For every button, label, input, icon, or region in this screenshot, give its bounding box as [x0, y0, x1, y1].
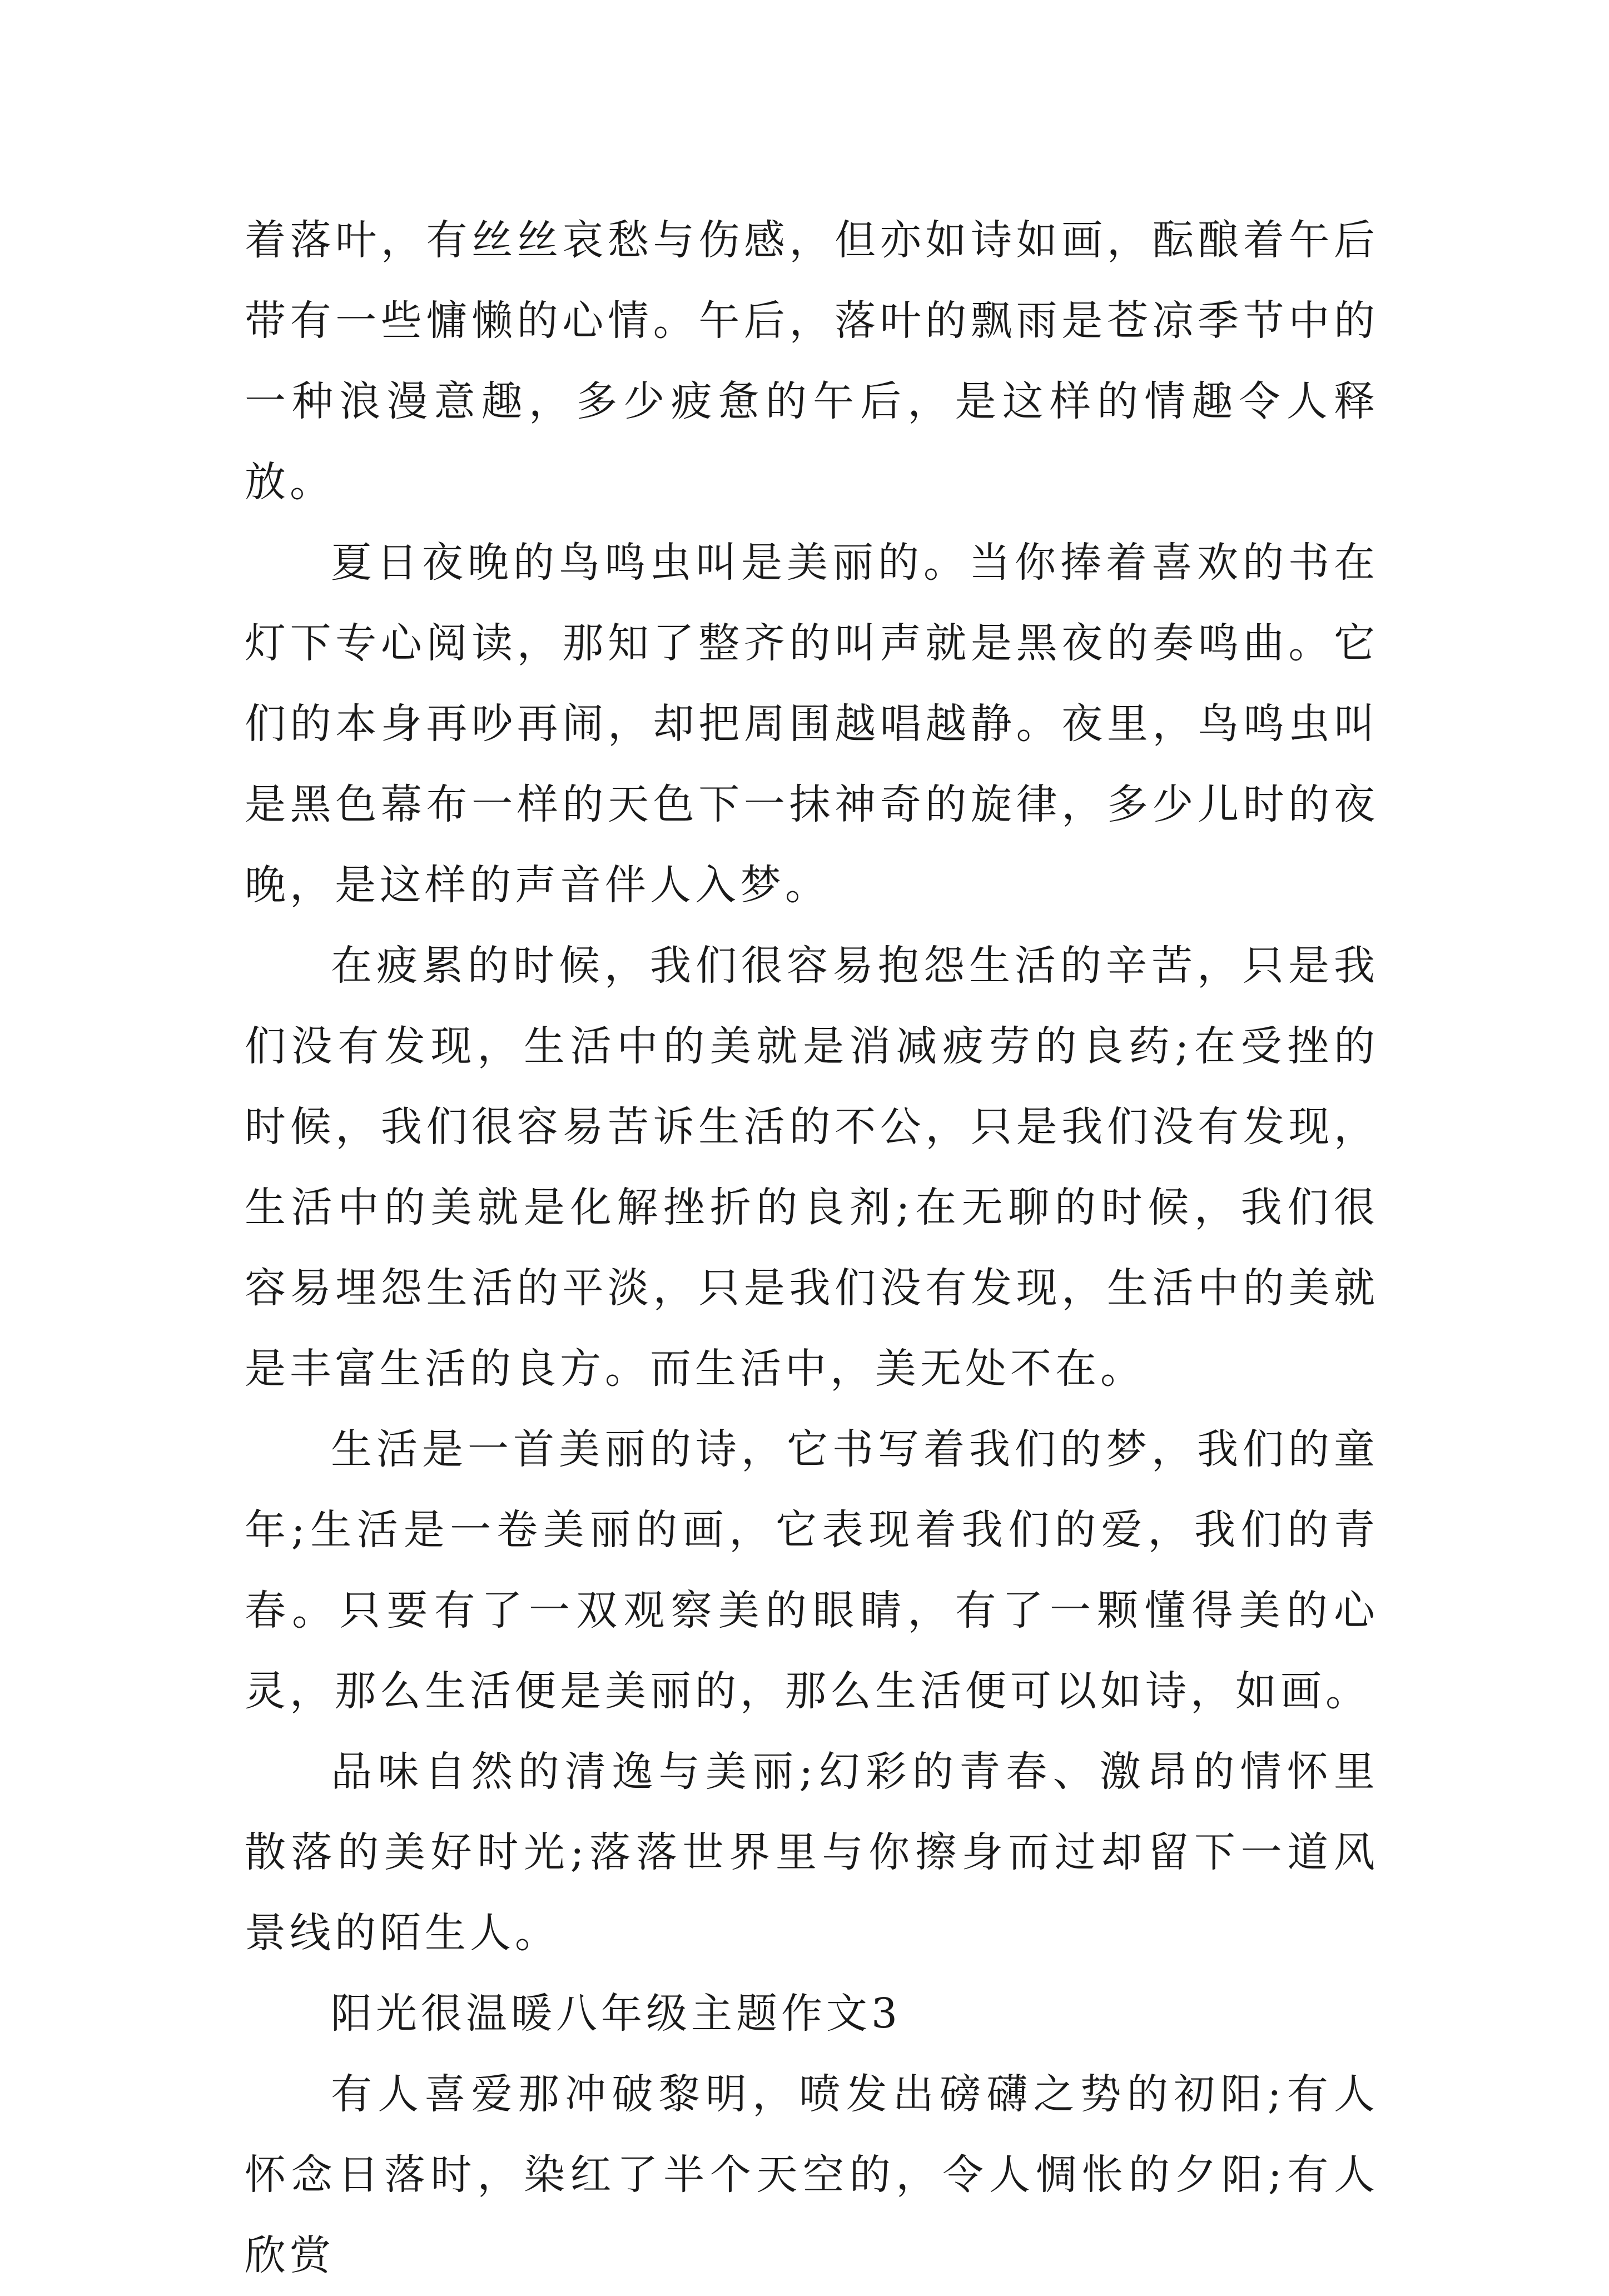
- paragraph-tired-times: 在疲累的时候，我们很容易抱怨生活的辛苦，只是我们没有发现，生活中的美就是消减疲劳的良药;在受挫的时候，我们很容易苦诉生活的不公，只是我们没有发现，生活中的美就是化解挫折的良剂;在无聊的时候，我们很容易埋怨生活的平淡，只是我们没有发现，生活中的美就是丰富生活的良方。而生活中，美无处不在。: [245, 942, 1379, 1393]
- paragraph-summer-night: 夏日夜晚的鸟鸣虫叫是美丽的。当你捧着喜欢的书在灯下专心阅读，那知了整齐的叫声就是黑夜的奏鸣曲。它们的本身再吵再闹，却把周围越唱越静。夜里，鸟鸣虫叫是黑色幕布一样的天色下一抹神奇的旋律，多少儿时的夜晚，是这样的声音伴人入梦。: [245, 539, 1379, 909]
- paragraph-sunrise: 有人喜爱那冲破黎明，喷发出磅礴之势的初阳;有人怀念日落时，染红了半个天空的，令人惆怅的夕阳;有人欣赏: [245, 2070, 1379, 2279]
- essay-title: 阳光很温暖八年级主题作文3: [331, 1990, 902, 2037]
- paragraph-nature: 品味自然的清逸与美丽;幻彩的青春、激昂的情怀里散落的美好时光;落落世界里与你擦身而过却留下一道风景线的陌生人。: [245, 1748, 1379, 1957]
- paragraph-continued: 着落叶，有丝丝哀愁与伤感，但亦如诗如画，酝酿着午后带有一些慵懒的心情。午后，落叶的飘雨是苍凉季节中的一种浪漫意趣，多少疲惫的午后，是这样的情趣令人释放。: [245, 216, 1379, 506]
- document-body: [245, 200, 1379, 2296]
- paragraph-life-poem: 生活是一首美丽的诗，它书写着我们的梦，我们的童年;生活是一卷美丽的画，它表现着我们的爱，我们的青春。只要有了一双观察美的眼睛，有了一颗懂得美的心灵，那么生活便是美丽的，那么生活便可以如诗，如画。: [245, 1425, 1379, 1715]
